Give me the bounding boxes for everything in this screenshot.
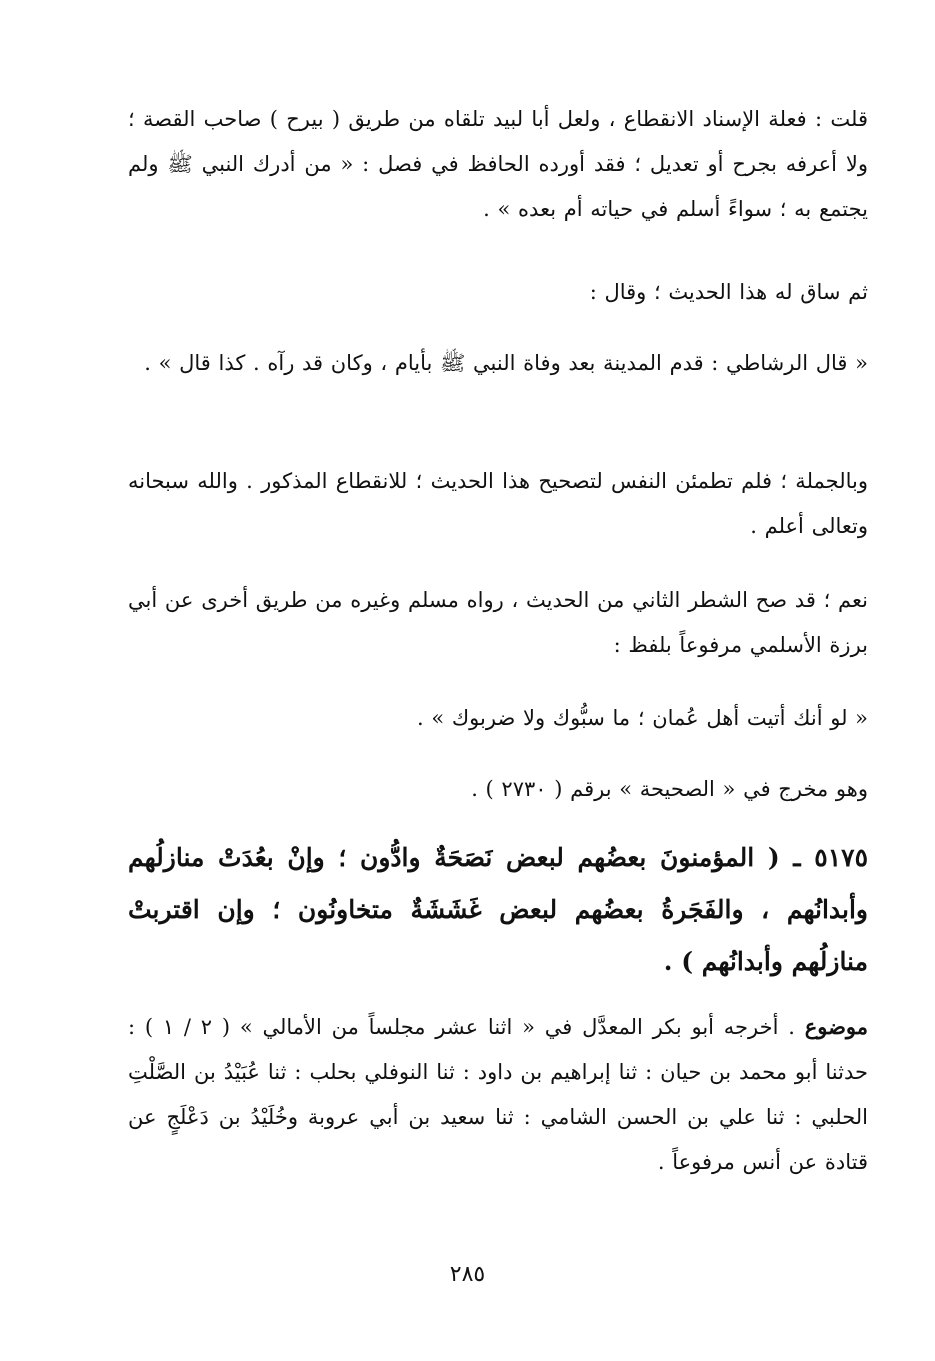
paragraph-author-comment: قلت : فعلة الإسناد الانقطاع ، ولعل أبا لبيد تلقاه من طريق ( بيرح ) صاحب القصة ؛ ولا أعرفه بجرح أو تعديل ؛ فقد أورده الحافظ في فصل : « من أدرك النبي ﷺ ولم يجتمع به ؛ سواءً أسلم في حياته أم بعده » . [128,107,868,221]
hadith-heading: ٥١٧٥ ـ ( المؤمنونَ بعضُهم لبعض نَصَحَةٌ وادُّون ؛ وإنْ بعُدَتْ منازلُهم وأبدانُهم ، والفَجَرةُ بعضُهم لبعض غَشَشَةٌ متخاونُون ؛ وإن اقتربتْ منازلُهم وأبدانُهم ) . [128,843,868,976]
grading-text: . أخرجه أبو بكر المعدَّل في « اثنا عشر مجلساً من الأمالي » ( ٢ / ١ ) : حدثنا أبو محمد بن حيان : ثنا إبراهيم بن داود : ثنا النوفلي بحلب : ثنا عُبَيْدُ بن الصَّلْتِ الحلبي : ثنا علي بن الحسن الشامي : ثنا سعيد بن أبي عروبة وخُلَيْدُ بن دَعْلَجٍ عن قتادة عن أنس مرفوعاً . [128,1015,868,1174]
paragraph-narration-intro: ثم ساق له هذا الحديث ؛ وقال : [589,280,868,304]
paragraph-conclusion: وبالجملة ؛ فلم تطمئن النفس لتصحيح هذا الحديث ؛ للانقطاع المذكور . والله سبحانه وتعالى أعلم . [128,469,868,538]
grading-label: موضوع [804,1014,868,1039]
paragraph-hadith-quote: « لو أنك أتيت أهل عُمان ؛ ما سبُّوك ولا ضربوك » . [417,706,868,730]
paragraph-reference: وهو مخرج في « الصحيحة » برقم ( ٢٧٣٠ ) . [471,777,868,801]
paragraph-rashati-quote: « قال الرشاطي : قدم المدينة بعد وفاة النبي ﷺ بأيام ، وكان قد رآه . كذا قال » . [144,351,868,375]
paragraph-second-part: نعم ؛ قد صح الشطر الثاني من الحديث ، رواه مسلم وغيره من طريق أخرى عن أبي برزة الأسلمي مرفوعاً بلفظ : [128,588,868,657]
paragraph-grading [128,1004,868,1185]
page-number: ٢٨٥ [449,1262,486,1287]
